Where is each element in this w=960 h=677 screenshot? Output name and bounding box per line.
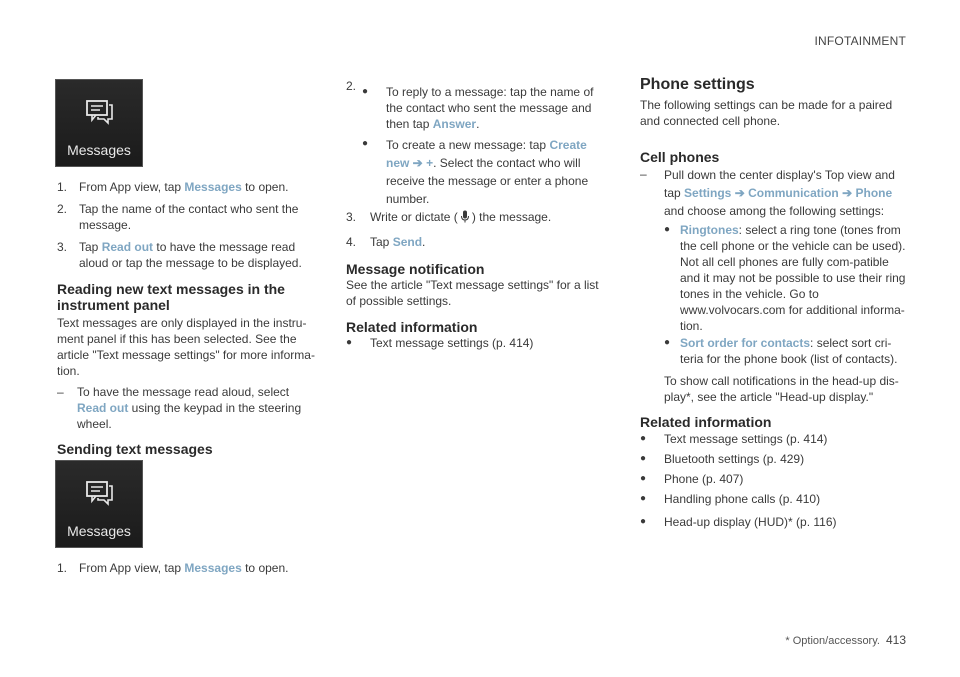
message-bubbles-icon [86,481,114,507]
read-out-link: Read out [101,240,154,254]
send-link: Send [392,235,423,249]
ringtones-link: Ringtones [680,223,739,237]
messages-app-icon-2 [55,460,143,548]
related-link[interactable]: Phone (p. 407) [664,472,744,486]
related-link[interactable]: Text message settings (p. 414) [664,432,828,446]
step-text-end: . [422,235,426,249]
step-text-end: to have the message read aloud or tap the message to be displayed. [79,240,302,270]
bullet-text-end: . Select the contact who will receive the message or enter a phone number. [386,156,589,206]
step-text-end: to open. [241,180,289,194]
step-text-end: ) the message. [471,210,552,224]
communication-link: Communication [748,186,839,200]
heading-reading-messages: Reading new text messages in the instrument panel [57,281,285,313]
bullet-text: To create a new message: tap [386,138,550,152]
bullet-dot: ● [664,224,671,235]
bullet-dot: ● [640,453,647,464]
heading-message-notification: Message notification [346,261,485,277]
bullet-dot: ● [346,337,353,348]
dash-marker: – [640,167,647,181]
step-text: Write or dictate ( [370,210,458,224]
bullet-dot: ● [640,493,647,504]
bullet-dot: ● [664,337,671,348]
related-link[interactable]: Head-up display (HUD)* (p. 116) [664,515,837,529]
step-number: 2. [57,202,68,216]
answer-link: Answer [432,117,477,131]
bullet-dot: ● [640,433,647,444]
related-link[interactable]: Handling phone calls (p. 410) [664,492,821,506]
dash-text-end: and choose among the following settings: [664,204,885,218]
step-number: 3. [57,240,68,254]
dash-text: Pull down the center display's Top view and tap [664,168,895,200]
app-icon-label: Messages [67,142,131,158]
step-number: 1. [57,561,68,575]
step-text: Tap [79,240,102,254]
intro-paragraph: The following settings can be made for a paired and connected cell phone. [640,98,893,128]
page-title: Phone settings [640,76,755,93]
phone-link: Phone [855,186,893,200]
messages-link: Messages [184,180,242,194]
step-text: From App view, tap [79,180,185,194]
related-link[interactable]: Text message settings (p. 414) [370,336,534,350]
option-text: : select sort cri-teria for the phone book (list of contacts). [680,336,898,366]
option-text: : select a ring tone (tones from the cell phone or the vehicle can be used). Not all cell phones are fully com-patible and it may not be possible to use their ring tones in the vehicle. Go to www.volvocars.com for additional informa-tion. [680,223,906,333]
bullet-dot: ● [362,138,369,149]
arrow-right-icon: ➔ [731,186,749,200]
bullet-text: To reply to a message: tap the name of the contact who sent the message and then tap [386,85,594,131]
dash-marker: – [57,385,64,399]
app-icon-label: Messages [67,523,131,539]
bullet-dot: ● [362,86,369,97]
plus-link: + [426,156,434,170]
microphone-icon [460,210,470,223]
dash-text: To have the message read aloud, select [77,385,290,399]
bullet-dot: ● [640,473,647,484]
bullet-text-end: . [476,117,480,131]
notification-paragraph: See the article "Text message settings" for a list of possible settings. [346,278,599,308]
step-text: Tap [370,235,393,249]
heading-sending-messages: Sending text messages [57,441,213,457]
dash-text-end: using the keypad in the steering wheel. [77,401,302,431]
heading-cell-phones: Cell phones [640,149,720,165]
step-number: 3. [346,210,357,224]
step-text: From App view, tap [79,561,185,575]
step-number-2: 2. [346,79,357,93]
arrow-right-icon: ➔ [409,156,427,170]
hud-paragraph: To show call notifications in the head-up dis-play*, see the article "Head-up display." [664,374,899,404]
heading-related-information: Related information [346,319,478,335]
step-number: 1. [57,180,68,194]
heading-related-information-2: Related information [640,414,772,430]
related-link[interactable]: Bluetooth settings (p. 429) [664,452,805,466]
running-header: INFOTAINMENT [814,34,906,48]
read-out-link: Read out [77,401,129,415]
create-new-link: Create new [386,138,587,170]
step-text: Tap the name of the contact who sent the message. [79,202,299,232]
page-footer [785,632,906,649]
message-bubbles-icon [86,100,114,126]
option-footnote: * Option/accessory. [785,635,880,647]
sort-order-link: Sort order for contacts [680,336,811,350]
page-number: 413 [885,633,906,647]
bullet-dot: ● [640,516,647,527]
messages-link: Messages [184,561,242,575]
step-number: 4. [346,235,357,249]
arrow-right-icon: ➔ [838,186,856,200]
messages-app-icon [55,79,143,167]
reading-paragraph: Text messages are only displayed in the instru-ment panel if this has been selected. See the article "Text message settings" for more informa-tion. [57,316,315,378]
settings-link: Settings [684,186,732,200]
step-text-end: to open. [241,561,289,575]
